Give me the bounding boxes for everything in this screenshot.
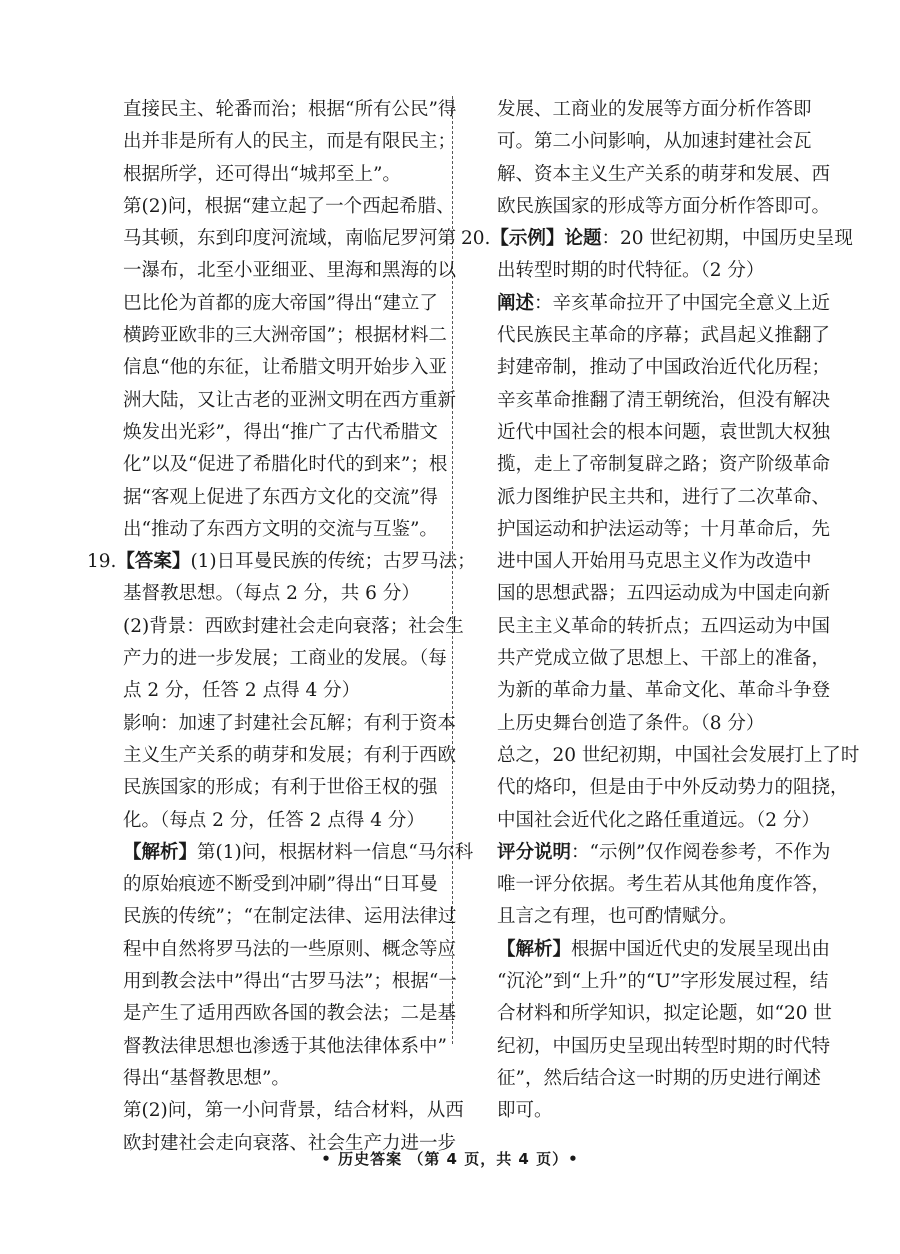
text-line [461,288,831,320]
scoring-text: ：“示例”仅作阅卷参考，不作为 [571,841,831,863]
text-line: 代民族民主革命的序幕；武昌起义推翻了 [497,325,831,347]
right-column [461,94,860,1128]
text-line: 辛亥革命推翻了清王朝统治，但没有解决 [497,389,831,411]
analysis-text: 第(1)问，根据材料一信息“马尔科 [197,841,474,863]
q20 [461,223,860,1127]
thesis-text: ：20 世纪初期，中国历史呈现 [601,228,853,250]
analysis-text: 根据中国近代史的发展呈现出由 [571,938,831,960]
thesis-tag: 论题 [564,228,602,250]
text-line: 点 2 分，任答 2 点得 4 分） [123,680,361,702]
text-line: 一瀑布，北至小亚细亚、里海和黑海的以 [123,260,457,282]
answer-tag: 【答案】 [116,551,191,573]
text-line: 解、资本主义生产关系的萌芽和发展、西 [497,163,831,185]
text-line: 第(2)问，第一小问背景，结合材料，从西 [123,1100,464,1122]
text-line: 共产党成立做了思想上、干部上的准备， [497,648,831,670]
text-line: 上历史舞台创造了条件。（8 分） [497,712,765,734]
text-line: 即可。 [497,1100,553,1122]
text-line: 主义生产关系的萌芽和发展；有利于西欧 [123,744,457,766]
text-line [461,934,831,966]
text-line: 欧民族国家的形成等方面分析作答即可。 [497,195,831,217]
text-line: 合材料和所学知识，拟定论题，如“20 世 [497,1003,832,1025]
text-line: 的原始痕迹不断受到冲刷”得出“日耳曼 [123,874,438,896]
text-line: 进中国人开始用马克思主义作为改造中 [497,551,812,573]
text-line: 可。第二小问影响，从加速封建社会瓦 [497,131,812,153]
text-line: 巴比伦为首都的庞大帝国”得出“建立了 [123,292,438,314]
text-line [87,837,474,869]
example-tag: 【示例】 [490,228,565,250]
text-line: 民族的传统”；“在制定法律、运用法律过 [123,906,457,928]
q18-part-a [123,94,457,191]
text-line: 产力的进一步发展；工商业的发展。（每 [123,648,447,670]
text-line: 督教法律思想也渗透于其他法律体系中” [123,1035,447,1057]
text-line: 国的思想武器；五四运动成为中国走向新 [497,583,831,605]
text-line: 用到教会法中”得出“古罗马法”；根据“一 [123,971,457,993]
text-line: 洲大陆，又让古老的亚洲文明在西方重新 [123,389,457,411]
text-line: 直接民主、轮番而治；根据“所有公民”得 [123,99,457,120]
q19 [87,546,476,1160]
text-line: 据“客观上促进了东西方文化的交流”得 [123,486,438,508]
analysis-tag: 【解析】 [497,938,572,960]
text-line: 横跨亚欧非的三大洲帝国”；根据材料二 [123,325,447,347]
text-line: 民主主义革命的转折点；五四运动为中国 [497,615,831,637]
text-line: 化。（每点 2 分，任答 2 点得 4 分） [123,809,425,831]
text-line: 近代中国社会的根本问题，袁世凯大权独 [497,421,831,443]
text-line: “沉沦”到“上升”的“U”字形发展过程，结 [497,971,829,993]
text-line: 信息“他的东征，让希腊文明开始步入亚 [123,357,447,379]
scoring-tag: 评分说明 [497,841,572,863]
text-line: 民族国家的形成；有利于世俗王权的强 [123,777,438,799]
text-line: 纪初，中国历史呈现出转型时期的时代特 [497,1035,831,1057]
text-line: 征”，然后结合这一时期的历史进行阐述 [497,1067,821,1089]
text-line: 根据所学，还可得出“城邦至上”。 [123,163,401,185]
analysis-tag: 【解析】 [123,841,198,863]
text-line: 总之，20 世纪初期，中国社会发展打上了时 [497,744,860,766]
text-line: 揽，走上了帝制复辟之路；资产阶级革命 [497,454,831,476]
text-line: 基督教思想。（每点 2 分，共 6 分） [123,583,420,605]
question-number: 20. [461,228,491,250]
text-line [461,837,831,869]
answer-text: (1)日耳曼民族的传统；古罗马法； [190,551,476,573]
text-line: 得出“基督教思想”。 [123,1067,290,1089]
text-line [461,223,853,255]
question-number: 19. [87,551,117,573]
text-line: 唯一评分依据。考生若从其他角度作答， [497,874,831,896]
text-line: 出“推动了东西方文明的交流与互鉴”。 [123,518,438,540]
q19-continued [497,94,831,223]
text-line: 派力图维护民主共和，进行了二次革命、 [497,486,831,508]
text-line: 马其顿，东到印度河流域，南临尼罗河第 [123,228,457,250]
text-line: 是产生了适用西欧各国的教会法；二是基 [123,1003,457,1025]
text-line: 焕发出光彩”，得出“推广了古代希腊文 [123,421,438,443]
text-line: 欧封建社会走向衰落、社会生产力进一步 [123,1132,457,1154]
text-line: 第(2)问，根据“建立起了一个西起希腊、 [123,195,455,217]
text-line: 护国运动和护法运动等；十月革命后，先 [497,518,831,540]
text-line: 出转型时期的时代特征。（2 分） [497,260,765,282]
elaborate-text: ：辛亥革命拉开了中国完全意义上近 [534,292,831,314]
text-line [87,546,476,578]
page-footer: • 历史答案 （第 4 页，共 4 页）• [321,1150,579,1168]
text-line: 影响：加速了封建社会瓦解；有利于资本 [123,712,457,734]
text-line: 代的烙印，但是由于中外反动势力的阻挠， [497,777,849,799]
text-line: 发展、工商业的发展等方面分析作答即 [497,99,812,120]
q18-part-b [123,191,457,546]
text-line: 中国社会近代化之路任重道远。（2 分） [497,809,820,831]
text-line: 且言之有理，也可酌情赋分。 [497,906,738,928]
text-line: 程中自然将罗马法的一些原则、概念等应 [123,938,457,960]
text-line: 出并非是所有人的民主，而是有限民主； [123,131,457,153]
text-line: 为新的革命力量、革命文化、革命斗争登 [497,680,831,702]
text-line: (2)背景：西欧封建社会走向衰落；社会生 [123,615,464,637]
elaborate-tag: 阐述 [497,292,535,314]
text-line: 化”以及“促进了希腊化时代的到来”；根 [123,454,448,476]
text-line: 封建帝制，推动了中国政治近代化历程； [497,357,831,379]
